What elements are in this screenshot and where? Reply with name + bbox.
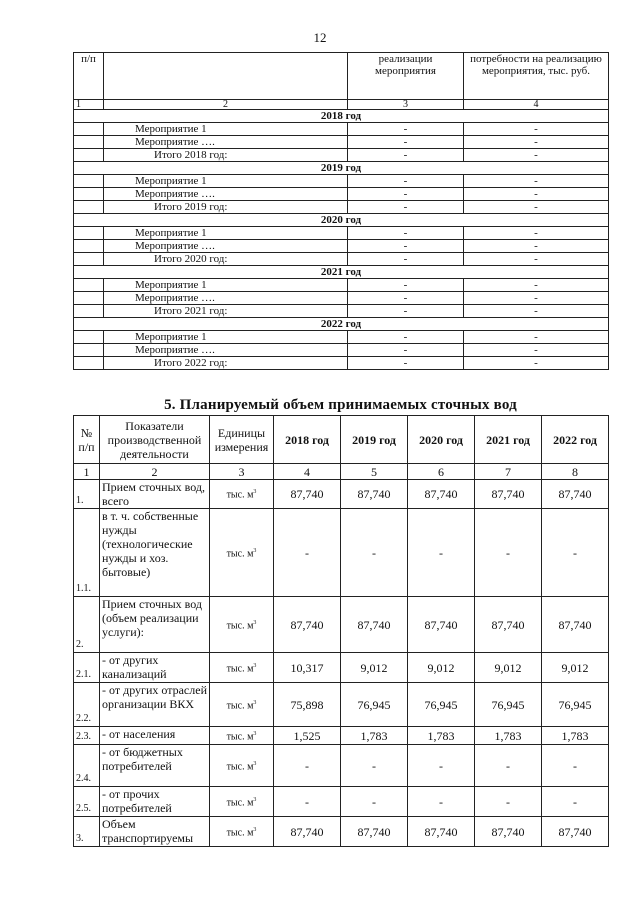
- activity-cost: -: [464, 305, 609, 318]
- indicator-row: [74, 745, 609, 787]
- activity-cost: -: [464, 136, 609, 149]
- value-cell: -: [341, 509, 408, 597]
- activity-name: Итого 2020 год:: [104, 253, 348, 266]
- unit-text: тыс. м: [226, 797, 254, 809]
- empty-cell: [74, 253, 104, 266]
- header-cell: [104, 53, 348, 100]
- activity-name: Мероприятие 1: [104, 227, 348, 240]
- empty-cell: [74, 357, 104, 370]
- activity-name: Итого 2018 год:: [104, 149, 348, 162]
- activity-row: [74, 149, 609, 162]
- value-cell: -: [341, 787, 408, 817]
- activity-value: -: [348, 149, 464, 162]
- column-number: 4: [464, 100, 609, 110]
- value-cell: 76,945: [542, 683, 609, 727]
- activity-value: -: [348, 123, 464, 136]
- activity-cost: -: [464, 253, 609, 266]
- unit-cell: [210, 817, 274, 847]
- empty-cell: [74, 175, 104, 188]
- indicator-row: [74, 727, 609, 745]
- header-cell: реализации мероприятия: [348, 53, 464, 100]
- unit-superscript: 3: [253, 662, 257, 669]
- year-row: [74, 318, 609, 331]
- indicator-label: Прием сточных вод (объем реализации услуги):: [100, 597, 210, 653]
- unit-superscript: 3: [253, 547, 257, 554]
- unit-cell: [210, 727, 274, 745]
- unit-text: тыс. м: [226, 700, 254, 712]
- value-cell: 87,740: [542, 597, 609, 653]
- activity-value: -: [348, 279, 464, 292]
- value-cell: -: [542, 509, 609, 597]
- unit-superscript: 3: [253, 761, 257, 768]
- value-cell: 87,740: [274, 597, 341, 653]
- value-cell: 87,740: [341, 480, 408, 509]
- value-cell: -: [274, 745, 341, 787]
- unit-text: тыс. м: [226, 731, 254, 743]
- column-number: 3: [210, 464, 274, 480]
- value-cell: 1,525: [274, 727, 341, 745]
- year-row: [74, 266, 609, 279]
- activity-value: -: [348, 136, 464, 149]
- value-cell: 87,740: [274, 480, 341, 509]
- activity-cost: -: [464, 357, 609, 370]
- unit-text: тыс. м: [226, 548, 254, 560]
- unit-cell: [210, 480, 274, 509]
- indicator-row: [74, 597, 609, 653]
- activity-value: -: [348, 240, 464, 253]
- column-number: 2: [100, 464, 210, 480]
- activity-name: Мероприятие 1: [104, 123, 348, 136]
- activity-value: -: [348, 175, 464, 188]
- value-cell: 87,740: [542, 480, 609, 509]
- activity-row: [74, 279, 609, 292]
- activity-row: [74, 240, 609, 253]
- indicator-row: [74, 817, 609, 847]
- header-year-cell: 2021 год: [475, 416, 542, 464]
- value-cell: 1,783: [408, 727, 475, 745]
- activity-cost: -: [464, 279, 609, 292]
- column-number-row: [74, 100, 609, 110]
- activity-row: [74, 344, 609, 357]
- row-index: 2.1.: [74, 653, 100, 683]
- activity-name: Мероприятие 1: [104, 175, 348, 188]
- unit-text: тыс. м: [226, 761, 254, 773]
- activity-row: [74, 227, 609, 240]
- header-cell: п/п: [74, 53, 104, 100]
- value-cell: 76,945: [341, 683, 408, 727]
- unit-text: тыс. м: [226, 620, 254, 632]
- wastewater-volume-table: [73, 415, 609, 847]
- unit-text: тыс. м: [226, 489, 254, 501]
- page-number: 12: [313, 30, 327, 45]
- activity-value: -: [348, 201, 464, 214]
- header-cell: потребности на реализацию мероприятия, тыс. руб.: [464, 53, 609, 100]
- value-cell: 9,012: [341, 653, 408, 683]
- row-index: 2.4.: [74, 745, 100, 787]
- empty-cell: [74, 188, 104, 201]
- activities-table: [73, 52, 609, 370]
- activity-value: -: [348, 305, 464, 318]
- activity-value: -: [348, 188, 464, 201]
- indicator-label: - от бюджетных потребителей: [100, 745, 210, 787]
- activity-value: -: [348, 253, 464, 266]
- empty-cell: [74, 123, 104, 136]
- activity-name: Итого 2022 год:: [104, 357, 348, 370]
- header-year-cell: 2020 год: [408, 416, 475, 464]
- year-label: 2022 год: [74, 318, 609, 331]
- activity-name: Итого 2019 год:: [104, 201, 348, 214]
- value-cell: -: [542, 787, 609, 817]
- unit-cell: [210, 745, 274, 787]
- empty-cell: [74, 136, 104, 149]
- indicator-label: - от других отраслей организации ВКХ: [100, 683, 210, 727]
- value-cell: 9,012: [408, 653, 475, 683]
- indicator-label: Прием сточных вод, всего: [100, 480, 210, 509]
- header-year-cell: 2022 год: [542, 416, 609, 464]
- activity-row: [74, 188, 609, 201]
- unit-text: тыс. м: [226, 827, 254, 839]
- activity-cost: -: [464, 188, 609, 201]
- year-row: [74, 162, 609, 175]
- activity-row: [74, 305, 609, 318]
- activity-name: Мероприятие ….: [104, 292, 348, 305]
- value-cell: -: [274, 509, 341, 597]
- column-number: 5: [341, 464, 408, 480]
- unit-superscript: 3: [253, 619, 257, 626]
- activity-cost: -: [464, 123, 609, 136]
- indicator-label: - от населения: [100, 727, 210, 745]
- activity-name: Мероприятие ….: [104, 240, 348, 253]
- value-cell: -: [341, 745, 408, 787]
- value-cell: 87,740: [274, 817, 341, 847]
- activity-row: [74, 136, 609, 149]
- activity-name: Мероприятие ….: [104, 344, 348, 357]
- value-cell: 87,740: [341, 597, 408, 653]
- indicator-row: [74, 787, 609, 817]
- empty-cell: [74, 149, 104, 162]
- activity-row: [74, 123, 609, 136]
- unit-superscript: 3: [253, 699, 257, 706]
- activity-cost: -: [464, 149, 609, 162]
- activity-name: Мероприятие 1: [104, 279, 348, 292]
- unit-cell: [210, 683, 274, 727]
- year-row: [74, 214, 609, 227]
- activity-name: Мероприятие 1: [104, 331, 348, 344]
- indicator-label: Объем транспортируемы: [100, 817, 210, 847]
- header-year-cell: 2019 год: [341, 416, 408, 464]
- activity-row: [74, 175, 609, 188]
- indicator-row: [74, 653, 609, 683]
- value-cell: 10,317: [274, 653, 341, 683]
- activity-cost: -: [464, 292, 609, 305]
- value-cell: -: [542, 745, 609, 787]
- row-index: 1.1.: [74, 509, 100, 597]
- activity-row: [74, 331, 609, 344]
- year-label: 2021 год: [74, 266, 609, 279]
- header-year-cell: 2018 год: [274, 416, 341, 464]
- unit-cell: [210, 653, 274, 683]
- value-cell: 1,783: [341, 727, 408, 745]
- row-index: 1.: [74, 480, 100, 509]
- indicator-row: [74, 480, 609, 509]
- value-cell: 87,740: [408, 817, 475, 847]
- year-row: [74, 110, 609, 123]
- value-cell: 76,945: [475, 683, 542, 727]
- column-number: 1: [74, 100, 104, 110]
- value-cell: 9,012: [475, 653, 542, 683]
- empty-cell: [74, 305, 104, 318]
- indicator-label: - от других канализаций: [100, 653, 210, 683]
- activity-name: Мероприятие ….: [104, 188, 348, 201]
- empty-cell: [74, 227, 104, 240]
- activity-value: -: [348, 292, 464, 305]
- activity-cost: -: [464, 201, 609, 214]
- activity-row: [74, 292, 609, 305]
- value-cell: -: [408, 745, 475, 787]
- empty-cell: [74, 331, 104, 344]
- value-cell: 87,740: [475, 817, 542, 847]
- empty-cell: [74, 201, 104, 214]
- table-header-row: [74, 53, 609, 100]
- activity-value: -: [348, 331, 464, 344]
- indicator-label: в т. ч. собственные нужды (технологические нужды и хоз. бытовые): [100, 509, 210, 597]
- activity-cost: -: [464, 175, 609, 188]
- value-cell: -: [408, 509, 475, 597]
- column-number: 4: [274, 464, 341, 480]
- header-cell: Показатели производственной деятельности: [100, 416, 210, 464]
- empty-cell: [74, 344, 104, 357]
- indicator-label: - от прочих потребителей: [100, 787, 210, 817]
- table-header-row: [74, 416, 609, 464]
- indicator-row: [74, 509, 609, 597]
- empty-cell: [74, 240, 104, 253]
- column-number: 7: [475, 464, 542, 480]
- value-cell: 76,945: [408, 683, 475, 727]
- empty-cell: [74, 292, 104, 305]
- value-cell: 9,012: [542, 653, 609, 683]
- unit-text: тыс. м: [226, 663, 254, 675]
- unit-cell: [210, 597, 274, 653]
- row-index: 2.: [74, 597, 100, 653]
- row-index: 2.2.: [74, 683, 100, 727]
- activity-cost: -: [464, 227, 609, 240]
- unit-cell: [210, 787, 274, 817]
- activity-name: Мероприятие ….: [104, 136, 348, 149]
- value-cell: -: [475, 745, 542, 787]
- section-title: 5. Планируемый объем принимаемых сточных вод: [164, 397, 517, 413]
- row-index: 2.5.: [74, 787, 100, 817]
- activity-cost: -: [464, 344, 609, 357]
- activity-cost: -: [464, 331, 609, 344]
- activity-value: -: [348, 344, 464, 357]
- header-cell: Единицы измерения: [210, 416, 274, 464]
- value-cell: -: [475, 787, 542, 817]
- value-cell: -: [274, 787, 341, 817]
- row-index: 2.3.: [74, 727, 100, 745]
- value-cell: -: [408, 787, 475, 817]
- unit-superscript: 3: [253, 827, 257, 834]
- value-cell: 87,740: [408, 597, 475, 653]
- column-number: 6: [408, 464, 475, 480]
- value-cell: 1,783: [475, 727, 542, 745]
- unit-cell: [210, 509, 274, 597]
- row-index: 3.: [74, 817, 100, 847]
- header-cell: № п/п: [74, 416, 100, 464]
- value-cell: 87,740: [341, 817, 408, 847]
- indicator-row: [74, 683, 609, 727]
- activity-cost: -: [464, 240, 609, 253]
- column-number-row: [74, 464, 609, 480]
- activity-value: -: [348, 227, 464, 240]
- unit-superscript: 3: [253, 489, 257, 496]
- column-number: 8: [542, 464, 609, 480]
- year-label: 2019 год: [74, 162, 609, 175]
- empty-cell: [74, 279, 104, 292]
- value-cell: 75,898: [274, 683, 341, 727]
- activity-row: [74, 357, 609, 370]
- value-cell: 87,740: [408, 480, 475, 509]
- column-number: 2: [104, 100, 348, 110]
- unit-superscript: 3: [253, 731, 257, 737]
- value-cell: 87,740: [542, 817, 609, 847]
- value-cell: 1,783: [542, 727, 609, 745]
- unit-superscript: 3: [253, 797, 257, 804]
- activity-value: -: [348, 357, 464, 370]
- value-cell: 87,740: [475, 480, 542, 509]
- value-cell: -: [475, 509, 542, 597]
- value-cell: 87,740: [475, 597, 542, 653]
- column-number: 1: [74, 464, 100, 480]
- activity-name: Итого 2021 год:: [104, 305, 348, 318]
- column-number: 3: [348, 100, 464, 110]
- year-label: 2020 год: [74, 214, 609, 227]
- activity-row: [74, 201, 609, 214]
- activity-row: [74, 253, 609, 266]
- year-label: 2018 год: [74, 110, 609, 123]
